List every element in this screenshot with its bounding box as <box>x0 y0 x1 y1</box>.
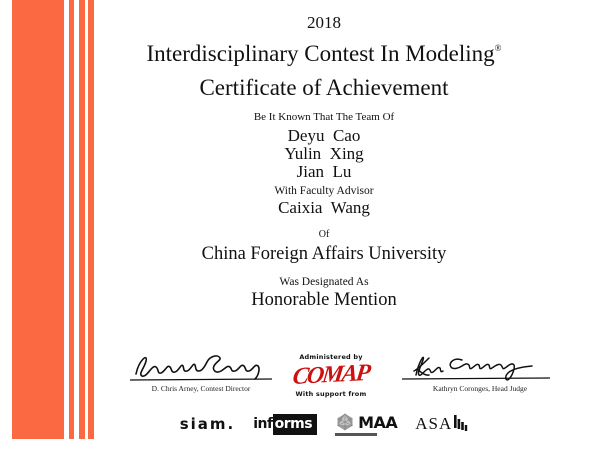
year-text: 2018 <box>307 13 341 32</box>
designation-name: Honorable Mention <box>251 290 397 310</box>
institution-name: China Foreign Affairs University <box>201 244 447 264</box>
advisor-intro-label: With Faculty Advisor <box>274 185 374 197</box>
maa-caption-bar <box>335 433 377 436</box>
contest-director-signature-block <box>126 350 276 393</box>
siam-logo: siam. <box>179 415 236 433</box>
support-label: With support from <box>295 390 367 398</box>
contest-director-signature <box>126 350 276 383</box>
contest-title-text: Interdisciplinary Contest In Modeling <box>146 41 495 66</box>
head-judge-signature <box>400 348 560 383</box>
contest-title <box>48 41 600 67</box>
maa-logo-text: MAA <box>358 412 398 432</box>
informs-logo-prefix: inf <box>253 416 273 432</box>
administered-by-block <box>286 353 376 398</box>
maa-logo <box>335 412 397 436</box>
maa-polyhedron-icon <box>335 412 355 432</box>
administered-by-label: Administered by <box>299 353 363 361</box>
contest-director-caption: D. Chris Arney, Contest Director <box>151 384 251 393</box>
certificate-subtitle: Certificate of Achievement <box>199 75 449 100</box>
comap-logo: COMAP <box>291 360 371 390</box>
designation-intro-label: Was Designated As <box>279 276 369 288</box>
of-label: Of <box>318 229 330 240</box>
team-member: Deyu Cao <box>287 126 361 145</box>
asa-bars-icon <box>454 414 468 432</box>
team-intro-label: Be It Known That The Team Of <box>253 111 395 123</box>
registered-mark: ® <box>494 43 502 53</box>
sponsor-logos-row <box>48 408 600 440</box>
asa-logo <box>415 414 468 434</box>
team-member: Jian Lu <box>296 162 352 181</box>
asa-logo-text: ASA <box>415 414 453 433</box>
team-member: Yulin Xing <box>284 144 364 163</box>
head-judge-caption: Kathryn Coronges, Head Judge <box>432 384 528 393</box>
advisor-name: Caixia Wang <box>278 198 370 217</box>
head-judge-signature-block <box>400 348 560 393</box>
informs-logo-suffix: orms <box>273 414 317 435</box>
informs-logo <box>253 414 317 435</box>
